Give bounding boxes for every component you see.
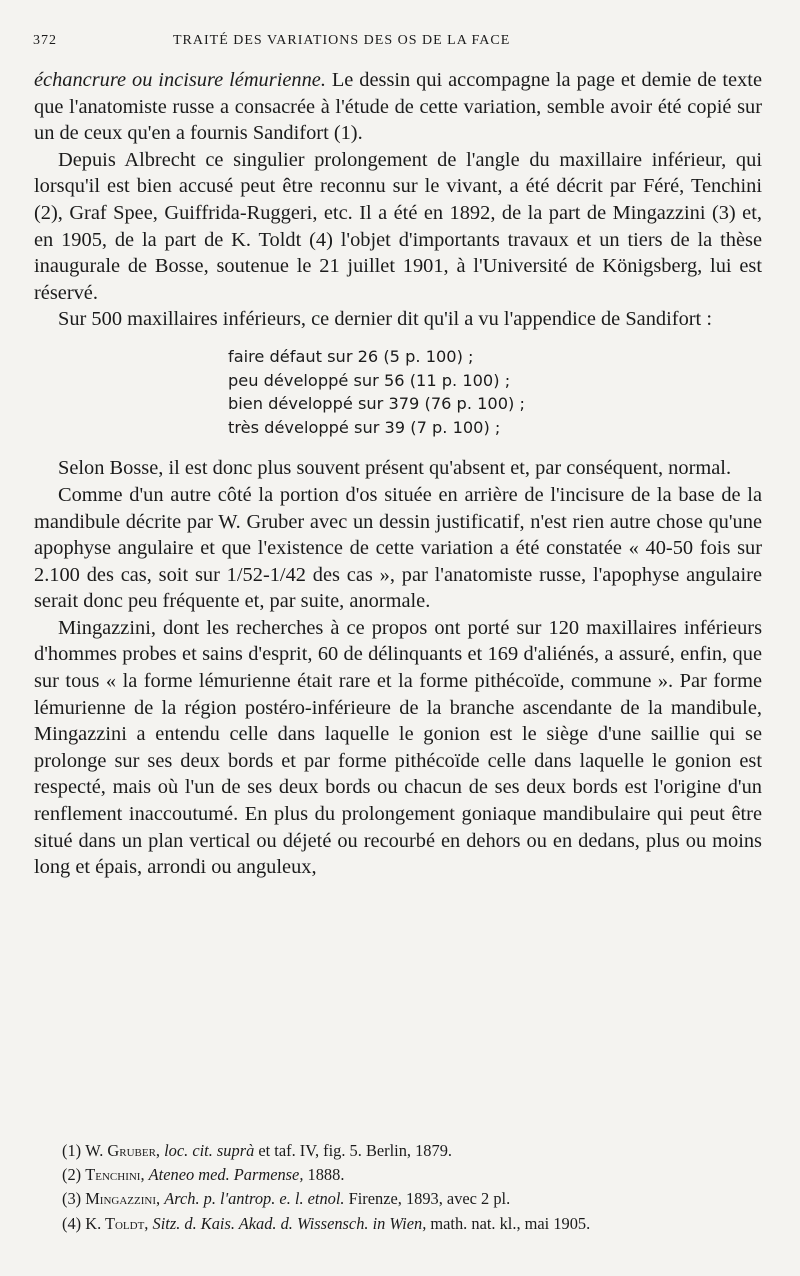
- footnote-number: (4): [62, 1213, 82, 1233]
- footnote-number: (3): [62, 1189, 82, 1209]
- running-title: TRAITÉ DES VARIATIONS DES OS DE LA FACE: [173, 33, 511, 48]
- footnote-number: (1): [62, 1141, 82, 1160]
- paragraph-4: Selon Bosse, il est donc plus souvent présent qu'absent et, par conséquent, normal.: [58, 457, 732, 480]
- paragraph-1: [34, 67, 762, 147]
- footnote-author: K. Toldt,: [85, 1213, 149, 1233]
- paragraph-3: Sur 500 maxillaires inférieurs, ce dernier dit qu'il a vu l'appendice de Sandifort :: [58, 308, 712, 331]
- footnote: [62, 1212, 782, 1236]
- footnote-details: 1888.: [303, 1165, 345, 1185]
- footnote-title: Sitz. d. Kais. Akad. d. Wissensch. in Wien,: [152, 1213, 427, 1233]
- footnote-number: (2): [62, 1165, 82, 1185]
- footnote: [62, 1139, 782, 1163]
- footnote-title: loc. cit. suprà: [164, 1141, 255, 1160]
- footnote: [62, 1187, 782, 1211]
- footnote-author: Tenchini,: [85, 1165, 145, 1185]
- footnote-details: et taf. IV, fig. 5. Berlin, 1879.: [254, 1141, 452, 1160]
- list-item: bien développé sur 379 (76 p. 100) ;: [228, 394, 525, 414]
- list-item: peu développé sur 56 (11 p. 100) ;: [228, 370, 511, 390]
- footnotes: [62, 1139, 782, 1236]
- footnote-author: Mingazzini,: [85, 1189, 161, 1209]
- list-item: faire défaut sur 26 (5 p. 100) ;: [228, 346, 474, 366]
- page-header: [33, 33, 768, 59]
- paragraph-1-rest: Le dessin qui accompagne la page et demie de texte que l'anatomiste russe a consacrée à l'étude de cette variation, semble avoir été copié sur un de ceux qu'en a fournis Sandifort (1).: [34, 69, 762, 145]
- statistics-list: [228, 345, 762, 439]
- footnote-title: Arch. p. l'antrop. e. l. etnol.: [164, 1189, 345, 1209]
- list-item: très développé sur 39 (7 p. 100) ;: [228, 417, 501, 437]
- page-number: 372: [33, 33, 57, 48]
- footnote-details: math. nat. kl., mai 1905.: [426, 1213, 591, 1233]
- paragraph-6: Mingazzini, dont les recherches à ce propos ont porté sur 120 maxillaires inférieurs d'hommes probes et sains d'esprit, 60 de délinquants et 169 d'aliénés, a assuré, enfin, que sur tous « la forme lémurienne était rare et la forme pithécoïde, commune ». Par forme lémurienne de la région postéro-inférieure de la branche ascendante de la mandibule, Mingazzini a entendu celle dans laquelle le gonion est le siège d'une saillie qui se prolonge sur ses deux bords et par forme pithécoïde celle dans laquelle le gonion est respecté, mais où l'un de ses deux bords ou chacun de ses deux bords est l'origine d'un renflement inaccoutumé. En plus du prolongement goniaque mandibulaire qui peut être situé dans un plan vertical ou déjeté ou recourbé en dehors ou en dedans, plus ou moins long et épais, arrondi ou anguleux,: [34, 616, 762, 879]
- footnote: [62, 1163, 782, 1187]
- footnote-author: W. Gruber,: [85, 1141, 161, 1160]
- footnote-title: Ateneo med. Parmense,: [148, 1165, 304, 1185]
- footnote-details: Firenze, 1893, avec 2 pl.: [344, 1189, 511, 1209]
- paragraph-2: Depuis Albrecht ce singulier prolongement de l'angle du maxillaire inférieur, qui lorsqu'il est bien accusé peut être reconnu sur le vivant, a été décrit par Féré, Tenchini (2), Graf Spee, Guiffrida-Ruggeri, etc. Il a été en 1892, de la part de Mingazzini (3) et, en 1905, de la part de K. Toldt (4) l'objet d'importants travaux et un tiers de la thèse inaugurale de Bosse, soutenue le 21 juillet 1901, à l'Université de Königsberg, lui est réservé.: [34, 148, 762, 304]
- paragraph-5: Comme d'un autre côté la portion d'os située en arrière de l'incisure de la base de la mandibule décrite par W. Gruber avec un dessin justificatif, n'est rien autre chose qu'une apophyse angulaire et que l'existence de cette variation a été constatée « 40-50 fois sur 2.100 des cas, soit sur 1/52-1/42 des cas », par l'anatomiste russe, l'apophyse angulaire serait donc peu fréquente et, par suite, anormale.: [34, 483, 762, 613]
- body-text: [34, 67, 762, 881]
- italic-term: échancrure ou incisure lémurienne.: [34, 69, 326, 91]
